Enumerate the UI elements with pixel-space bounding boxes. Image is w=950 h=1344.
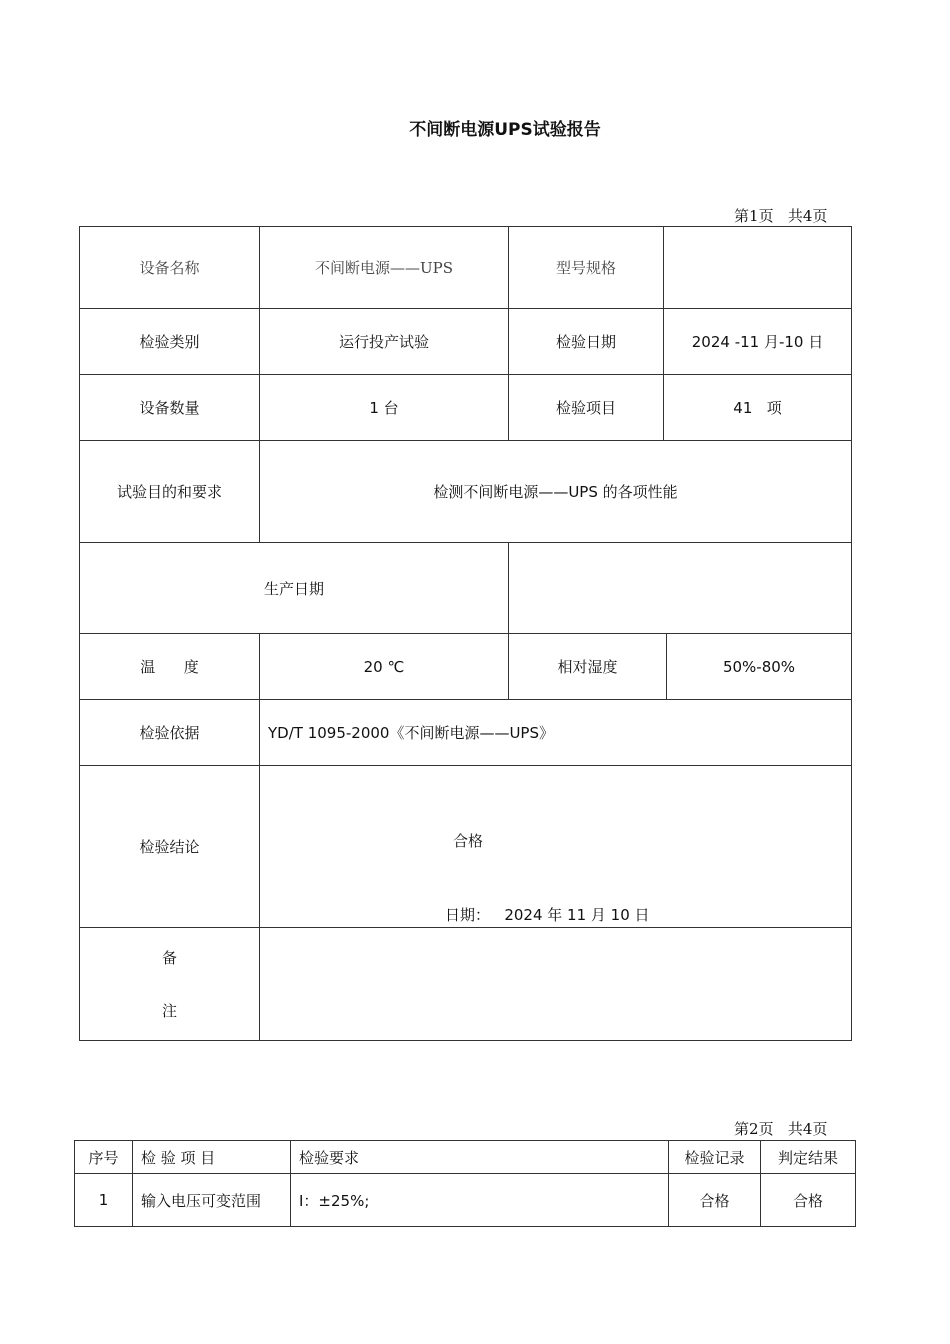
- test-date-label: 检验日期: [509, 309, 664, 375]
- production-date-value: [509, 543, 852, 634]
- conclusion-cell: [260, 766, 852, 928]
- report-title: 不间断电源UPS试验报告: [409, 120, 601, 140]
- header-result: 判定结果: [761, 1141, 856, 1174]
- temperature-value: 20 ℃: [260, 634, 509, 700]
- header-record: 检验记录: [669, 1141, 761, 1174]
- device-name-value: 不间断电源——UPS: [260, 227, 509, 309]
- row-requirement: Ⅰ：±25%;: [291, 1174, 669, 1227]
- humidity-value: 50%-80%: [667, 634, 852, 700]
- test-items-table: [74, 1140, 856, 1227]
- table-header-row: [75, 1141, 856, 1174]
- remark-value: [260, 928, 852, 1041]
- purpose-value: 检测不间断电源——UPS 的各项性能: [260, 441, 852, 543]
- table-row: [75, 1174, 856, 1227]
- report-info-table: [79, 226, 852, 1041]
- basis-value: YD/T 1095-2000《不间断电源——UPS》: [260, 700, 852, 766]
- row-record: 合格: [669, 1174, 761, 1227]
- header-requirement: 检验要求: [291, 1141, 669, 1174]
- quantity-value: 1 台: [260, 375, 509, 441]
- humidity-label: 相对湿度: [509, 634, 667, 700]
- row-item: 输入电压可变范围: [133, 1174, 291, 1227]
- page-number-2: 第2页 共4页: [734, 1120, 828, 1138]
- basis-label: 检验依据: [80, 700, 260, 766]
- page-number-1: 第1页 共4页: [734, 207, 828, 225]
- conclusion-date: 日期： 2024 年 11 月 10 日: [445, 906, 650, 924]
- quantity-label: 设备数量: [80, 375, 260, 441]
- item-count-value: 41 项: [664, 375, 852, 441]
- production-date-label: 生产日期: [80, 543, 509, 634]
- item-count-label: 检验项目: [509, 375, 664, 441]
- conclusion-label: 检验结论: [80, 766, 260, 928]
- purpose-label: 试验目的和要求: [80, 441, 260, 543]
- row-no: 1: [75, 1174, 133, 1227]
- conclusion-value: 合格: [453, 832, 484, 850]
- header-no: 序号: [75, 1141, 133, 1174]
- test-date-value: 2024 -11 月-10 日: [664, 309, 852, 375]
- header-item: 检 验 项 目: [133, 1141, 291, 1174]
- temperature-label: 温 度: [80, 634, 260, 700]
- model-label: 型号规格: [509, 227, 664, 309]
- remark-label: 备 注: [80, 928, 260, 1041]
- device-name-label: 设备名称: [80, 227, 260, 309]
- test-type-label: 检验类别: [80, 309, 260, 375]
- test-type-value: 运行投产试验: [260, 309, 509, 375]
- row-result: 合格: [761, 1174, 856, 1227]
- model-value: [664, 227, 852, 309]
